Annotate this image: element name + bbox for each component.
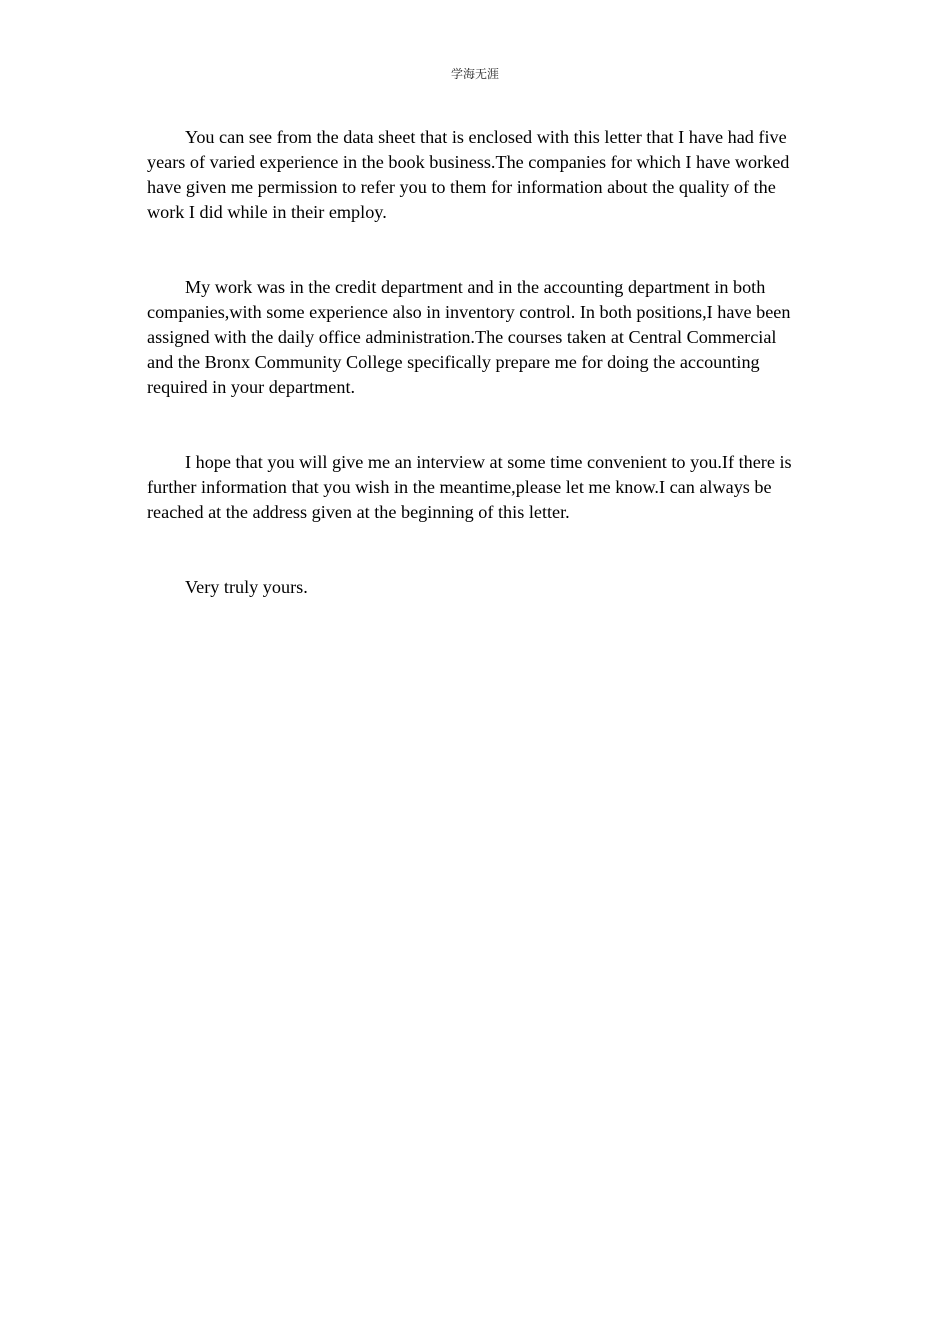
letter-body (147, 125, 807, 600)
paragraph-work-history: My work was in the credit department and in the accounting department in both companies,with some experience also in inventory control. In both positions,I have been assigned with the daily office administration.The courses taken at Central Commercial and the Bronx Community College specifically prepare me for doing the accounting required in your department. (147, 277, 791, 397)
paragraph-spacer (147, 400, 807, 450)
paragraph-spacer (147, 225, 807, 275)
page-header: 学海无涯 (450, 67, 499, 81)
closing-salutation: Very truly yours. (185, 577, 308, 597)
paragraph-experience: You can see from the data sheet that is enclosed with this letter that I have had five years of varied experience in the book business.The companies for which I have worked have given me permission to refer you to them for information about the quality of the work I did while in their employ. (147, 127, 790, 222)
paragraph-spacer (147, 525, 807, 575)
paragraph-interview-request: I hope that you will give me an interview at some time convenient to you.If there is further information that you wish in the meantime,please let me know.I can always be reached at the address given at the beginning of this letter. (147, 452, 792, 522)
